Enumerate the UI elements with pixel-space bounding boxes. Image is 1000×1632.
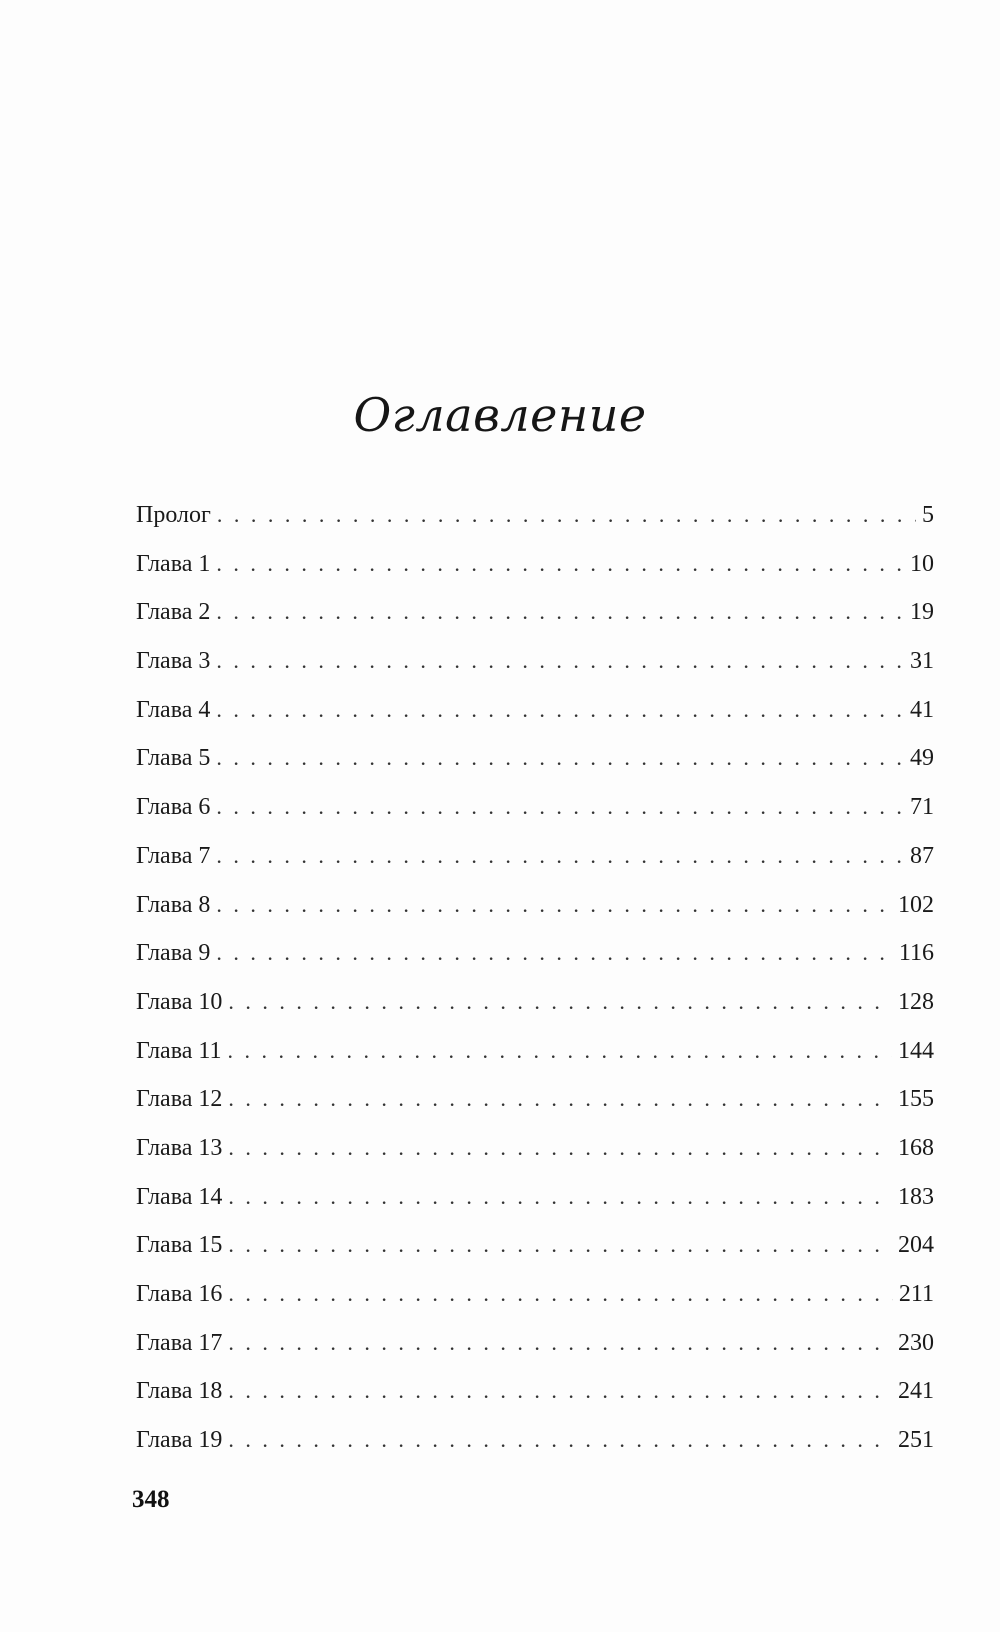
toc-entry-page: 211 <box>898 1281 934 1307</box>
toc-entry-page: 128 <box>898 988 934 1015</box>
toc-entry <box>136 841 934 890</box>
toc-dot-leader <box>216 792 904 822</box>
toc-dot-leader <box>228 1133 892 1163</box>
toc-entry <box>136 1230 934 1279</box>
toc-entry-label: Глава 6 <box>136 794 211 821</box>
toc-dot-leader <box>216 597 904 627</box>
toc-entry-label: Глава 2 <box>136 599 211 626</box>
toc-entry-label: Глава 19 <box>136 1427 223 1454</box>
toc-entry-label: Глава 1 <box>136 550 211 577</box>
toc-dot-leader <box>216 938 893 968</box>
toc-entry <box>136 1376 934 1425</box>
toc-entry <box>136 1084 934 1133</box>
toc-entry-label: Глава 7 <box>136 842 211 869</box>
toc-entry-label: Глава 15 <box>136 1232 223 1259</box>
toc-entry <box>136 646 934 695</box>
toc-dot-leader <box>216 695 904 725</box>
toc-entry <box>136 1279 934 1328</box>
toc-entry <box>136 1133 934 1182</box>
toc-entry-label: Глава 10 <box>136 988 223 1015</box>
toc-entry <box>136 938 934 987</box>
toc-entry <box>136 549 934 598</box>
toc-dot-leader <box>227 1036 892 1066</box>
toc-entry <box>136 987 934 1036</box>
toc-dot-leader <box>228 1376 892 1406</box>
toc-entry <box>136 792 934 841</box>
toc-dot-leader <box>216 646 904 676</box>
table-of-contents <box>136 500 934 1474</box>
toc-entry-page: 71 <box>910 794 934 821</box>
toc-entry-page: 49 <box>910 745 934 772</box>
toc-entry-page: 155 <box>898 1086 934 1113</box>
toc-entry-label: Глава 4 <box>136 696 211 723</box>
toc-dot-leader <box>228 1230 892 1260</box>
toc-dot-leader <box>228 1328 892 1358</box>
toc-entry-label: Глава 8 <box>136 891 211 918</box>
toc-entry-label: Глава 9 <box>136 940 211 967</box>
toc-dot-leader <box>228 1425 892 1455</box>
toc-entry <box>136 695 934 744</box>
toc-entry-label: Пролог <box>136 502 211 528</box>
toc-entry-page: 144 <box>898 1037 934 1064</box>
toc-dot-leader <box>228 987 892 1017</box>
toc-entry-page: 204 <box>898 1232 934 1259</box>
toc-entry-label: Глава 17 <box>136 1329 223 1356</box>
toc-entry <box>136 1425 934 1474</box>
toc-entry <box>136 597 934 646</box>
toc-dot-leader <box>228 1279 893 1309</box>
toc-entry-page: 87 <box>910 842 934 869</box>
toc-entry-label: Глава 11 <box>136 1037 222 1064</box>
toc-entry-page: 102 <box>898 891 934 918</box>
toc-entry <box>136 1182 934 1231</box>
toc-entry-page: 168 <box>898 1134 934 1161</box>
toc-dot-leader <box>228 1182 892 1212</box>
toc-entry-label: Глава 16 <box>136 1281 223 1307</box>
toc-dot-leader <box>216 549 904 579</box>
toc-entry-page: 251 <box>898 1427 934 1454</box>
toc-entry <box>136 1036 934 1085</box>
toc-entry-label: Глава 18 <box>136 1378 223 1405</box>
toc-entry <box>136 743 934 792</box>
toc-entry-page: 5 <box>922 502 934 528</box>
toc-entry-page: 10 <box>910 550 934 577</box>
toc-dot-leader <box>228 1084 892 1114</box>
toc-entry-page: 116 <box>898 940 934 967</box>
toc-entry <box>136 890 934 939</box>
toc-entry-page: 183 <box>898 1183 934 1210</box>
page-number: 348 <box>132 1486 170 1513</box>
toc-entry-page: 230 <box>898 1329 934 1356</box>
toc-entry-label: Глава 13 <box>136 1134 223 1161</box>
toc-entry <box>136 1328 934 1377</box>
toc-entry-page: 19 <box>910 599 934 626</box>
toc-dot-leader <box>217 500 916 530</box>
toc-entry-page: 241 <box>898 1378 934 1405</box>
toc-entry-label: Глава 3 <box>136 648 211 675</box>
toc-dot-leader <box>216 890 892 920</box>
toc-entry-label: Глава 5 <box>136 745 211 772</box>
toc-entry-label: Глава 14 <box>136 1183 223 1210</box>
toc-entry-page: 41 <box>910 696 934 723</box>
toc-entry-label: Глава 12 <box>136 1086 223 1113</box>
toc-entry-page: 31 <box>910 648 934 675</box>
toc-dot-leader <box>216 841 904 871</box>
toc-dot-leader <box>216 743 904 773</box>
toc-entry <box>136 500 934 549</box>
page-title: Оглавление <box>353 388 647 442</box>
